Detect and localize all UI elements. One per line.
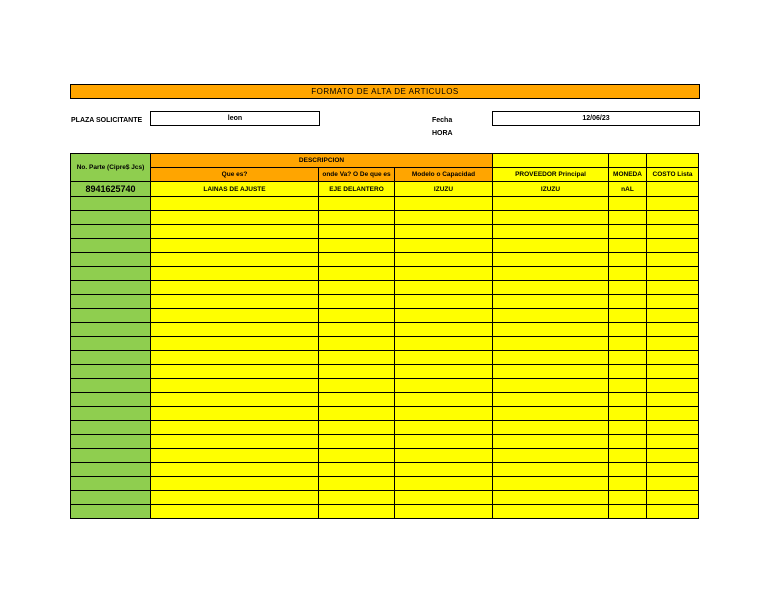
costo-cell[interactable] [647, 182, 699, 197]
moneda-cell[interactable] [609, 295, 647, 309]
table-row [71, 281, 699, 295]
table-row [71, 505, 699, 519]
donde-va-cell[interactable] [319, 295, 395, 309]
col-header-modelo: Modelo o Capacidad [395, 168, 493, 182]
costo-cell[interactable] [647, 393, 699, 407]
moneda-cell[interactable] [609, 505, 647, 519]
que-es-cell[interactable] [151, 421, 319, 435]
table-row [71, 295, 699, 309]
modelo-cell[interactable] [395, 337, 493, 351]
donde-va-cell[interactable] [319, 435, 395, 449]
donde-va-cell[interactable] [319, 463, 395, 477]
part-number-cell[interactable] [71, 295, 151, 309]
fecha-field[interactable]: 12/06/23 [492, 111, 700, 126]
moneda-cell[interactable] [609, 281, 647, 295]
proveedor-cell[interactable] [493, 267, 609, 281]
que-es-cell[interactable] [151, 463, 319, 477]
plaza-field[interactable]: leon [150, 111, 320, 126]
costo-cell[interactable] [647, 421, 699, 435]
part-number-cell[interactable] [71, 267, 151, 281]
donde-va-cell[interactable] [319, 281, 395, 295]
col-header-moneda: MONEDA [609, 168, 647, 182]
que-es-cell[interactable] [151, 211, 319, 225]
donde-va-cell[interactable] [319, 407, 395, 421]
que-es-cell[interactable] [151, 267, 319, 281]
donde-va-cell[interactable] [319, 477, 395, 491]
costo-cell[interactable] [647, 351, 699, 365]
costo-cell[interactable] [647, 505, 699, 519]
donde-va-cell[interactable] [319, 449, 395, 463]
table-row [71, 449, 699, 463]
que-es-cell[interactable] [151, 295, 319, 309]
table-row [71, 211, 699, 225]
moneda-cell[interactable] [609, 225, 647, 239]
proveedor-cell[interactable] [493, 281, 609, 295]
costo-cell[interactable] [647, 435, 699, 449]
costo-cell[interactable] [647, 281, 699, 295]
proveedor-cell[interactable] [493, 295, 609, 309]
que-es-cell[interactable] [151, 505, 319, 519]
que-es-cell[interactable] [151, 225, 319, 239]
modelo-cell[interactable]: IZUZU [395, 182, 493, 197]
donde-va-cell[interactable] [319, 421, 395, 435]
proveedor-cell[interactable] [493, 225, 609, 239]
que-es-cell[interactable] [151, 281, 319, 295]
moneda-cell[interactable] [609, 463, 647, 477]
modelo-cell[interactable] [395, 239, 493, 253]
part-number-cell[interactable] [71, 253, 151, 267]
part-number-header: No. Parte (Cipre$ Jcs) [71, 154, 151, 182]
moneda-cell[interactable] [609, 211, 647, 225]
donde-va-cell[interactable] [319, 239, 395, 253]
table-row [71, 379, 699, 393]
part-number-cell[interactable]: 8941625740 [71, 182, 151, 197]
proveedor-cell[interactable] [493, 323, 609, 337]
modelo-cell[interactable] [395, 463, 493, 477]
fecha-label: Fecha [432, 117, 453, 124]
modelo-cell[interactable] [395, 323, 493, 337]
part-number-cell[interactable] [71, 421, 151, 435]
donde-va-cell[interactable] [319, 197, 395, 211]
part-number-cell[interactable] [71, 197, 151, 211]
modelo-cell[interactable] [395, 449, 493, 463]
modelo-cell[interactable] [395, 351, 493, 365]
que-es-cell[interactable] [151, 491, 319, 505]
proveedor-cell[interactable] [493, 309, 609, 323]
part-number-cell[interactable] [71, 449, 151, 463]
table-row [71, 407, 699, 421]
part-number-cell[interactable] [71, 477, 151, 491]
modelo-cell[interactable] [395, 407, 493, 421]
donde-va-cell[interactable] [319, 211, 395, 225]
proveedor-cell[interactable] [493, 253, 609, 267]
costo-cell[interactable] [647, 477, 699, 491]
col-header-que-es: Que es? [151, 168, 319, 182]
moneda-cell[interactable] [609, 421, 647, 435]
costo-cell[interactable] [647, 337, 699, 351]
table-row [71, 197, 699, 211]
modelo-cell[interactable] [395, 421, 493, 435]
proveedor-cell[interactable] [493, 379, 609, 393]
donde-va-cell[interactable] [319, 337, 395, 351]
table-row [71, 225, 699, 239]
modelo-cell[interactable] [395, 281, 493, 295]
part-number-cell[interactable] [71, 505, 151, 519]
table-row [71, 267, 699, 281]
modelo-cell[interactable] [395, 211, 493, 225]
costo-cell[interactable] [647, 491, 699, 505]
donde-va-cell[interactable] [319, 225, 395, 239]
col-header-proveedor: PROVEEDOR Principal [493, 168, 609, 182]
form-title: FORMATO DE ALTA DE ARTICULOS [70, 84, 700, 99]
modelo-cell[interactable] [395, 295, 493, 309]
moneda-cell[interactable] [609, 309, 647, 323]
table-row [71, 477, 699, 491]
proveedor-cell[interactable] [493, 365, 609, 379]
donde-va-cell[interactable] [319, 253, 395, 267]
costo-cell[interactable] [647, 211, 699, 225]
proveedor-cell[interactable] [493, 197, 609, 211]
modelo-cell[interactable] [395, 267, 493, 281]
moneda-cell[interactable] [609, 379, 647, 393]
donde-va-cell[interactable] [319, 323, 395, 337]
que-es-cell[interactable] [151, 365, 319, 379]
moneda-cell[interactable] [609, 393, 647, 407]
descripcion-header: DESCRIPCION [151, 154, 493, 168]
moneda-cell[interactable] [609, 407, 647, 421]
donde-va-cell[interactable] [319, 505, 395, 519]
que-es-cell[interactable] [151, 449, 319, 463]
proveedor-cell[interactable] [493, 477, 609, 491]
moneda-cell[interactable]: nAL [609, 182, 647, 197]
col-header-costo: COSTO Lista [647, 168, 699, 182]
modelo-cell[interactable] [395, 505, 493, 519]
part-number-cell[interactable] [71, 491, 151, 505]
part-number-cell[interactable] [71, 323, 151, 337]
donde-va-cell[interactable] [319, 393, 395, 407]
moneda-cell[interactable] [609, 197, 647, 211]
table-row [71, 253, 699, 267]
table-row [71, 393, 699, 407]
part-number-cell[interactable] [71, 351, 151, 365]
table-row [71, 365, 699, 379]
costo-cell[interactable] [647, 407, 699, 421]
costo-cell[interactable] [647, 463, 699, 477]
table-row [71, 323, 699, 337]
modelo-cell[interactable] [395, 197, 493, 211]
part-number-cell[interactable] [71, 435, 151, 449]
que-es-cell[interactable] [151, 477, 319, 491]
part-number-cell[interactable] [71, 365, 151, 379]
proveedor-cell[interactable] [493, 351, 609, 365]
part-number-cell[interactable] [71, 281, 151, 295]
part-number-cell[interactable] [71, 239, 151, 253]
table-row [71, 239, 699, 253]
moneda-cell[interactable] [609, 239, 647, 253]
proveedor-cell[interactable] [493, 407, 609, 421]
moneda-cell[interactable] [609, 351, 647, 365]
que-es-cell[interactable] [151, 435, 319, 449]
proveedor-cell[interactable] [493, 337, 609, 351]
costo-cell[interactable] [647, 295, 699, 309]
table-row [71, 463, 699, 477]
plaza-label: PLAZA SOLICITANTE [71, 117, 143, 124]
modelo-cell[interactable] [395, 477, 493, 491]
donde-va-cell[interactable] [319, 379, 395, 393]
modelo-cell[interactable] [395, 491, 493, 505]
que-es-cell[interactable] [151, 197, 319, 211]
header-row-2 [71, 168, 699, 182]
modelo-cell[interactable] [395, 379, 493, 393]
proveedor-cell[interactable] [493, 239, 609, 253]
table-row [71, 337, 699, 351]
que-es-cell[interactable] [151, 379, 319, 393]
part-number-cell[interactable] [71, 211, 151, 225]
donde-va-cell[interactable]: EJE DELANTERO [319, 182, 395, 197]
modelo-cell[interactable] [395, 365, 493, 379]
moneda-cell[interactable] [609, 449, 647, 463]
costo-cell[interactable] [647, 239, 699, 253]
header-row-1 [71, 154, 699, 168]
proveedor-cell[interactable] [493, 463, 609, 477]
part-number-cell[interactable] [71, 393, 151, 407]
modelo-cell[interactable] [395, 309, 493, 323]
modelo-cell[interactable] [395, 225, 493, 239]
proveedor-cell[interactable] [493, 449, 609, 463]
proveedor-cell[interactable] [493, 393, 609, 407]
proveedor-cell[interactable] [493, 435, 609, 449]
col-header-donde-va: onde Va? O De que es [319, 168, 395, 182]
costo-cell[interactable] [647, 449, 699, 463]
que-es-cell[interactable] [151, 239, 319, 253]
costo-cell[interactable] [647, 267, 699, 281]
modelo-cell[interactable] [395, 435, 493, 449]
donde-va-cell[interactable] [319, 365, 395, 379]
hora-label: HORA [432, 130, 453, 137]
donde-va-cell[interactable] [319, 267, 395, 281]
costo-cell[interactable] [647, 309, 699, 323]
proveedor-cell[interactable] [493, 211, 609, 225]
moneda-cell[interactable] [609, 477, 647, 491]
table-row [71, 182, 699, 197]
costo-cell[interactable] [647, 365, 699, 379]
moneda-cell[interactable] [609, 435, 647, 449]
costo-cell[interactable] [647, 225, 699, 239]
costo-cell[interactable] [647, 323, 699, 337]
costo-cell[interactable] [647, 253, 699, 267]
moneda-cell[interactable] [609, 267, 647, 281]
moneda-cell[interactable] [609, 323, 647, 337]
proveedor-cell[interactable]: IZUZU [493, 182, 609, 197]
part-number-cell[interactable] [71, 407, 151, 421]
part-number-cell[interactable] [71, 337, 151, 351]
table-row [71, 491, 699, 505]
moneda-cell[interactable] [609, 365, 647, 379]
costo-cell[interactable] [647, 197, 699, 211]
donde-va-cell[interactable] [319, 309, 395, 323]
que-es-cell[interactable] [151, 407, 319, 421]
que-es-cell[interactable] [151, 323, 319, 337]
proveedor-cell[interactable] [493, 421, 609, 435]
part-number-cell[interactable] [71, 225, 151, 239]
modelo-cell[interactable] [395, 393, 493, 407]
table-row [71, 421, 699, 435]
que-es-cell[interactable] [151, 351, 319, 365]
proveedor-cell[interactable] [493, 491, 609, 505]
part-number-cell[interactable] [71, 309, 151, 323]
moneda-cell[interactable] [609, 337, 647, 351]
table-row [71, 309, 699, 323]
que-es-cell[interactable] [151, 253, 319, 267]
donde-va-cell[interactable] [319, 351, 395, 365]
que-es-cell[interactable] [151, 337, 319, 351]
table-row [71, 435, 699, 449]
donde-va-cell[interactable] [319, 491, 395, 505]
moneda-cell[interactable] [609, 491, 647, 505]
moneda-cell[interactable] [609, 253, 647, 267]
que-es-cell[interactable] [151, 309, 319, 323]
proveedor-cell[interactable] [493, 505, 609, 519]
que-es-cell[interactable] [151, 393, 319, 407]
que-es-cell[interactable]: LAINAS DE AJUSTE [151, 182, 319, 197]
table-row [71, 351, 699, 365]
part-number-cell[interactable] [71, 463, 151, 477]
costo-cell[interactable] [647, 379, 699, 393]
modelo-cell[interactable] [395, 253, 493, 267]
part-number-cell[interactable] [71, 379, 151, 393]
articles-table [70, 153, 699, 519]
